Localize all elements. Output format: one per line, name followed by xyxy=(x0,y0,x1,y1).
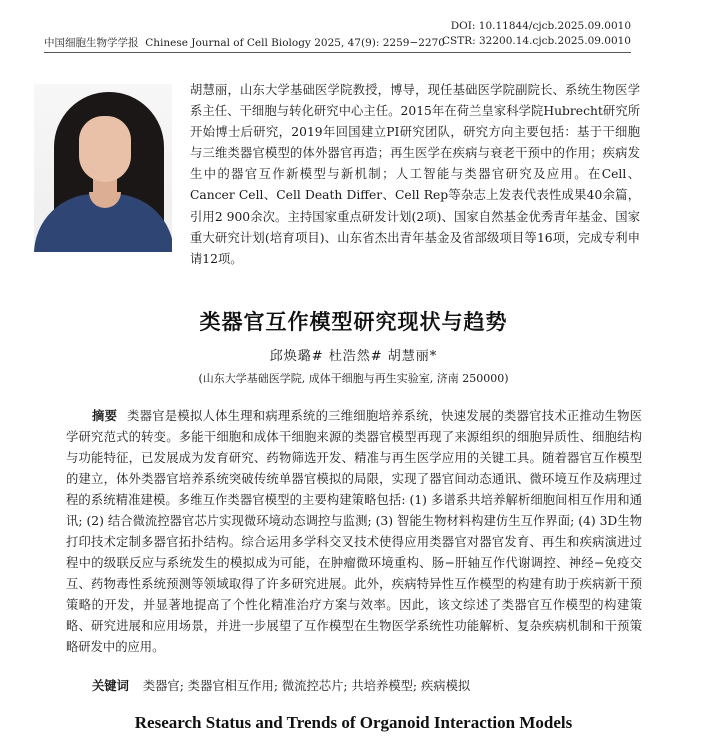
author-photo xyxy=(34,84,172,252)
identifiers xyxy=(442,19,631,49)
abstract-label: 摘要 xyxy=(92,408,118,423)
abstract-text: 类器官是模拟人体生理和病理系统的三维细胞培养系统，快速发展的类器官技术正推动生物医学研究范式的转变。多能干细胞和成体干细胞来源的类器官模型再现了来源组织的细胞异质性、细胞结构与功能特征，已发展成为发育研究、药物筛选开发、精准与再生医学应用的关键工具。随着器官互作模型的建立，体外类器官培养系统突破传统单器官模拟的局限，实现了器官间动态通讯、微环境互作及病理过程的系统精准建模。多维互作类器官模型的主要构建策略包括: (1) 多谱系共培养解析细胞间相互作用和通讯; (2) 结合微流控器官芯片实现微环境动态调控与监测; (3) 智能生物材料构建仿生互作界面; (4) 3D生物打印技术定制多器官拓扑结构。综合运用多学科交叉技术使得应用类器官对器官发育、再生和疾病演进过程中的级联反应与系统发生的模拟成为可能，在肿瘤微环境重构、肠−肝轴互作代谢调控、神经−免疫交互、药物毒性系统预测等领域取得了许多研究进展。此外，疾病特异性互作模型的构建有助于疾病新干预策略的开发，并显著地提高了个性化精准治疗方案与效率。因此，该文综述了类器官互作模型的构建策略、研究进展和应用场景，并进一步展望了互作模型在生物医学系统性功能解析、复杂疾病机制和干预策略研发中的应用。 xyxy=(66,409,642,654)
authors: 邱焕璐# 杜浩然# 胡慧丽* xyxy=(269,349,438,364)
journal-name-cn: 中国细胞生物学学报 xyxy=(44,37,139,49)
journal-name-en: Chinese Journal of Cell Biology xyxy=(145,37,311,49)
affiliation: (山东大学基础医学院, 成体干细胞与再生实验室, 济南 250000) xyxy=(198,372,509,385)
paper-title: 类器官互作模型研究现状与趋势 xyxy=(199,309,508,334)
author-bio-text: 胡慧丽，山东大学基础医学院教授，博导，现任基础医学院副院长、系统生物医学系主任、干细胞与转化研究中心主任。2015年在荷兰皇家科学院Hubrecht研究所开始博士后研究，2019年回国建立PI研究团队，研究方向主要包括：基于干细胞与三维类器官模型的体外器官再造；再生医学在疾病与衰老干预中的作用；疾病发生中的器官互作新模型与新机制；人工智能与类器官研究及应用。在Cell、Cancer Cell、Cell Death Differ、Cell Rep等杂志上发表代表性成果40余篇，引用2 900余次。主持国家重点研发计划(2项)、国家自然基金优秀青年基金、国家重大研究计划(培育项目)、山东省杰出青年基金及省部级项目等16项，完成专利申请12项。 xyxy=(190,83,640,266)
keywords-label: 关键词 xyxy=(92,678,129,693)
citation: 2025, 47(9): 2259−2270 xyxy=(314,37,445,49)
cstr: CSTR: 32200.14.cjcb.2025.09.0010 xyxy=(441,35,631,47)
keywords xyxy=(92,676,470,694)
doi[interactable]: DOI: 10.11844/cjcb.2025.09.0010 xyxy=(450,20,631,32)
author-bio xyxy=(190,80,640,270)
abstract xyxy=(66,405,642,658)
header-rule xyxy=(44,52,631,53)
keywords-text: 类器官; 类器官相互作用; 微流控芯片; 共培养模型; 疾病模拟 xyxy=(142,679,471,693)
english-title: Research Status and Trends of Organoid Interaction Models xyxy=(134,713,573,732)
journal-header xyxy=(44,35,445,50)
